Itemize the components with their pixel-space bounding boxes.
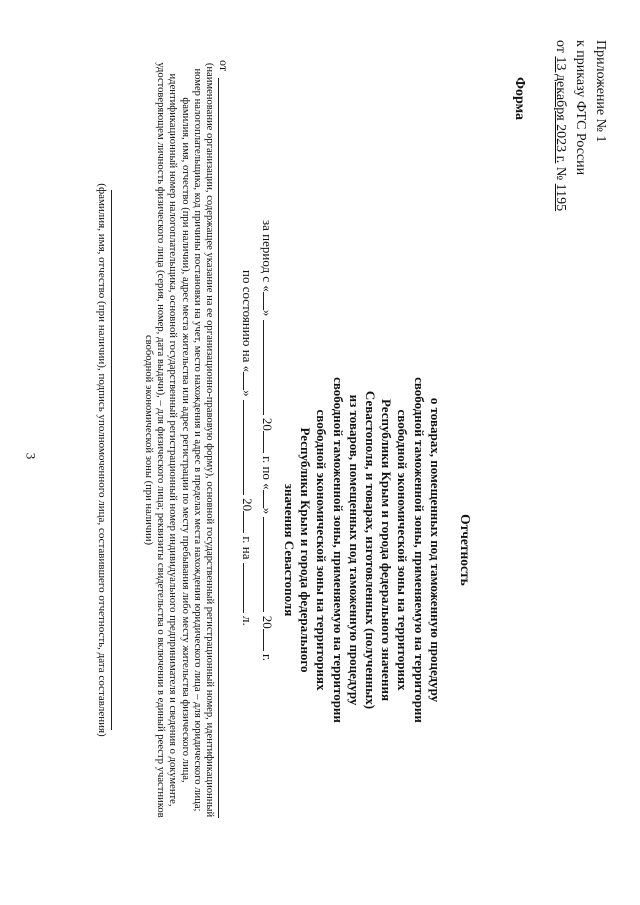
title-heading: Отчетность	[458, 514, 473, 586]
title-line: свободной экономической зоны на территориях	[395, 409, 411, 691]
form-label: Форма	[512, 77, 527, 121]
period-text: »	[260, 309, 275, 317]
period-text: г. по «	[260, 456, 275, 490]
appendix-num-sep: №	[553, 163, 568, 184]
from-label: от	[217, 60, 231, 72]
blank-field[interactable]	[263, 629, 277, 651]
page-number: 3	[23, 452, 39, 460]
period-text: 20	[260, 417, 275, 431]
period-text: л.	[240, 616, 255, 626]
title-line: свободной таможенной зоны, применяемую на территории	[330, 377, 346, 723]
appendix-date-prefix: от	[553, 40, 568, 57]
blank-field[interactable]	[263, 431, 277, 453]
blank-field[interactable]	[263, 517, 277, 612]
blank-field[interactable]	[263, 490, 277, 508]
title-line: значения Севастополя	[281, 483, 297, 617]
blank-field[interactable]	[263, 292, 277, 310]
blank-field[interactable]	[243, 511, 257, 533]
title-line: свободной экономической зоны на территориях	[314, 409, 330, 691]
appendix-line-2: к приказу ФТС России	[573, 40, 588, 176]
period-text: г. на	[240, 536, 255, 560]
period-line	[257, 220, 277, 661]
title-line: Севастополя, и товарах, изготовленных (полученных)	[362, 390, 378, 710]
signature-caption: (фамилия, имя, отчество (при наличии), подпись уполномоченного лица, составившего отчетность, дата составления)	[96, 183, 108, 737]
appendix-number: 1195	[553, 183, 568, 212]
document-title	[281, 340, 473, 760]
appendix-date: 13 декабря 2023 г.	[553, 56, 568, 164]
period-line	[237, 270, 257, 626]
title-line: из товаров, помещенных под таможенную процедуру	[346, 394, 362, 706]
organization-name-line[interactable]	[218, 78, 219, 818]
appendix-block	[550, 40, 610, 300]
title-line: свободной таможенной зоны, применяемую на территории	[411, 377, 427, 723]
blank-field[interactable]	[243, 563, 257, 613]
period-text: за период с «	[260, 220, 275, 292]
title-line: Республики Крым и города федерального	[298, 427, 314, 673]
period-text: 20	[240, 498, 255, 512]
signature-line[interactable]	[111, 190, 112, 730]
blank-field[interactable]	[263, 320, 277, 415]
period-text: г.	[260, 653, 275, 662]
period-text: по состоянию на «	[240, 270, 255, 373]
appendix-line-1: Приложение № 1	[593, 40, 608, 143]
title-line: о товарах, помещенных под таможенную процедуру	[427, 397, 443, 703]
blank-field[interactable]	[243, 400, 257, 495]
period-text: »	[260, 507, 275, 515]
organization-caption: (наименование организации, содержащее указание на ее организационно-правовую форму), основной государственный регистрационный номер, идентификационный номер налогоплательщика, код причины постановки на учет, место нахождения и адрес в пределах места нахождения юридического лица – для юридического лица; фамилия, имя, отчество (при наличии), адрес места жительства или адрес регистрации по месту пребывания либо месту жительства физического лица, идентификационный номер налогоплательщика, основной государственный регистрационный номер индивидуального предпринимателя и сведения о документе, удостоверяющем личность физического лица (серия, номер, дата выдачи), – для физического лица; реквизиты свидетельства о включении в единый реестр участников свободной экономической зоны (при наличии)	[142, 62, 215, 818]
appendix-line-3	[550, 40, 570, 300]
blank-field[interactable]	[243, 372, 257, 390]
period-text: »	[240, 390, 255, 397]
title-line: Республики Крым и города федерального значения	[379, 399, 395, 701]
period-text: 20	[260, 615, 275, 629]
